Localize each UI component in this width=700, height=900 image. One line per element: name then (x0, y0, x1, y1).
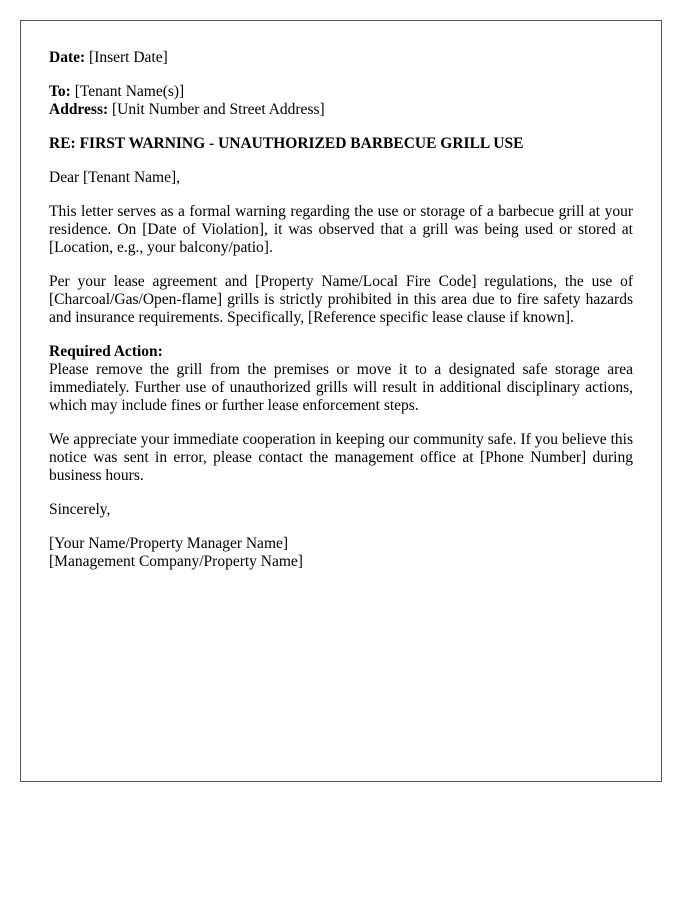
date-line (49, 49, 633, 67)
address-line (49, 101, 633, 119)
to-value: [Tenant Name(s)] (74, 83, 185, 100)
date-label: Date: (49, 49, 86, 66)
subject-line (49, 135, 633, 153)
address-label: Address: (49, 101, 109, 118)
to-label: To: (49, 83, 71, 100)
required-action-text: Please remove the grill from the premises or move it to a designated safe storage area immediately. Further use of unauthorized grills will result in additional disciplinary actions, which may include fines or further lease enforcement steps. (49, 361, 633, 414)
address-value: [Unit Number and Street Address] (112, 101, 325, 118)
salutation: Dear [Tenant Name], (49, 169, 181, 186)
to-line (49, 83, 633, 101)
required-action-label: Required Action: (49, 343, 163, 360)
paragraph-violation: This letter serves as a formal warning regarding the use or storage of a barbecue grill at your residence. On [Date of Violation], it was observed that a grill was being used or stored at [Location, e.g., your balcony/patio]. (49, 203, 633, 256)
signature-name: [Your Name/Property Manager Name] (49, 535, 289, 552)
paragraph-regulations: Per your lease agreement and [Property Name/Local Fire Code] regulations, the use of [Charcoal/Gas/Open-flame] grills is strictly prohibited in this area due to fire safety hazards and insurance requirements. Specifically, [Reference specific lease clause if known]. (49, 273, 633, 326)
signature-company: [Management Company/Property Name] (49, 553, 303, 570)
paragraph-cooperation: We appreciate your immediate cooperation in keeping our community safe. If you believe this notice was sent in error, please contact the management office at [Phone Number] during business hours. (49, 431, 633, 484)
closing: Sincerely, (49, 501, 111, 518)
required-action-heading (49, 343, 633, 361)
subject-text: RE: FIRST WARNING - UNAUTHORIZED BARBECUE GRILL USE (49, 135, 524, 152)
warning-letter (20, 20, 662, 782)
date-value: [Insert Date] (89, 49, 168, 66)
